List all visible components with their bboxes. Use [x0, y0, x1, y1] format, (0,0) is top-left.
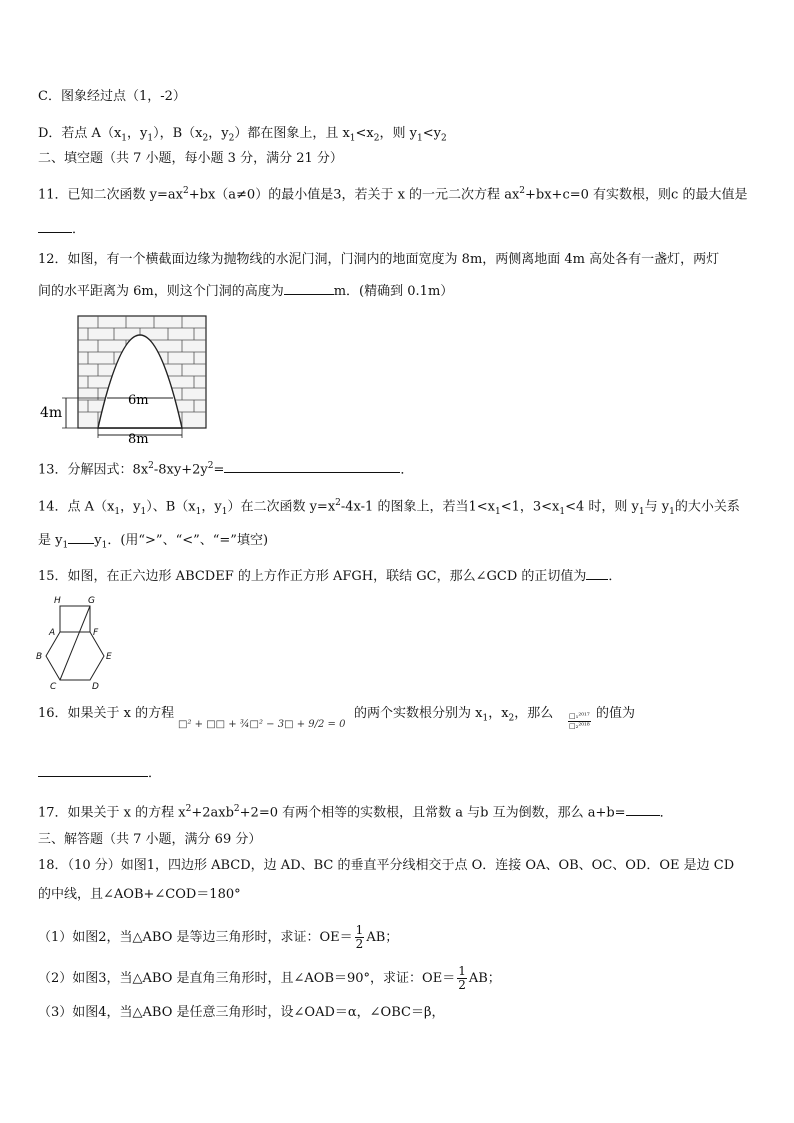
question-18-part2: （2）如图3，当△ABO 是直角三角形时，且∠AOB＝90°，求证：OE＝ $\frac{1}{2}$ AB； [38, 964, 501, 992]
label-6m: 6m [128, 393, 149, 408]
question-16: 16．如果关于 x 的方程 [38, 706, 175, 721]
label-8m: 8m [128, 432, 149, 447]
question-16-tail: 的值为 [596, 706, 636, 721]
question-13: 13．分解因式：$8x^2-8xy+2y^2=$ ． [38, 461, 414, 478]
question-18-line2: 的中线，且∠AOB+∠COD＝180° [38, 887, 241, 902]
section-heading-fill-in: 二、填空题（共 7 小题，每小题 3 分，满分 21 分） [38, 151, 343, 166]
answer-blank[interactable] [38, 220, 72, 233]
label-E: E [106, 652, 112, 662]
label-F: F [93, 628, 99, 638]
label-D: D [92, 682, 99, 692]
question-16-cont: 的两个实数根分别为 $x_1$，$x_2$，那么 [354, 706, 554, 724]
label-G: G [88, 596, 95, 606]
label-B: B [36, 652, 43, 662]
question-18-part3: （3）如图4，当△ABO 是任意三角形时，设∠OAD＝α，∠OBC＝β， [38, 1005, 445, 1020]
answer-blank[interactable] [626, 803, 660, 816]
question-11: 11．已知二次函数 $y=ax^2+bx(a\ne 0)$的最小值是3，若关于 x 的一元二次方程 $ax^2+bx+c=0$ 有实数根，则c 的最大值是 [38, 186, 748, 203]
question-16-equation: □² + □□ + ¾□² − 3□ + 9/2 = 0 [178, 719, 346, 730]
section-heading-solve: 三、解答题（共 7 小题，满分 69 分） [38, 832, 262, 847]
label-A: A [49, 628, 56, 638]
question-16-fraction: $\frac{\text{□₁²⁰¹⁷}}{\text{□₂²⁰¹⁸}}$ [569, 712, 590, 730]
option-c: C．图象经过点（1，-2） [38, 89, 186, 104]
question-18: 18．（10 分）如图1，四边形 ABCD，边 AD、BC 的垂直平分线相交于点 O．连接 OA、OB、OC、OD．OE 是边 CD [38, 858, 735, 873]
fraction-one-half: $\frac{1}{2}$ [355, 923, 364, 951]
arch-figure [40, 312, 210, 447]
question-15: 15．如图，在正六边形 ABCDEF 的上方作正方形 AFGH，联结 GC，那么∠GCD 的正切值为 ． [38, 569, 622, 584]
question-18-part1: （1）如图2，当△ABO 是等边三角形时，求证：OE＝ $\frac{1}{2}$ AB； [38, 923, 399, 951]
label-C: C [50, 682, 57, 692]
answer-blank[interactable] [284, 282, 334, 295]
question-14-line2: 是 $y_1$ $y_1$．(用“>”、“<”、“=”填空) [38, 533, 269, 551]
label-4m: 4m [40, 405, 63, 421]
answer-blank[interactable] [586, 567, 608, 580]
answer-blank[interactable] [38, 764, 148, 777]
question-11-answer-line: ． [38, 220, 85, 239]
fraction-one-half: $\frac{1}{2}$ [458, 964, 466, 992]
question-12-line2: 间的水平距离为 6m，则这个门洞的高度为 m．(精确到 0.1m） [38, 284, 454, 299]
question-14: 14．点 $A(x_1$，$y_1$）、$B(x_1$，$y_1$）在二次函数 $y=x^2-4x-1$ 的图象上，若当$1<x_1<1$，$3<x_1<4$ 时，则 $y_1$与 $y_1$的大小关系 [38, 498, 740, 517]
option-d: D．若点 $A(x_1$，$y_1$），$B(x_2$，$y_2$）都在图象上，且 $x_1<x_2$，则 $y_1<y_2$ [38, 126, 447, 144]
question-17: 17．如果关于 x 的方程 $x^2+2axb^2+2=0$ 有两个相等的实数根，且常数 a 与b 互为倒数，那么 a+b= ． [38, 804, 673, 821]
question-12: 12．如图，有一个横截面边缘为抛物线的水泥门洞，门洞内的地面宽度为 8m，两侧离地面 4m 高处各有一盏灯，两灯 [38, 252, 720, 267]
answer-blank[interactable] [224, 460, 400, 473]
hexagon-square-figure [34, 592, 124, 692]
question-16-answer-line: ． [38, 764, 161, 783]
label-H: H [54, 596, 61, 606]
answer-blank[interactable] [68, 531, 94, 544]
